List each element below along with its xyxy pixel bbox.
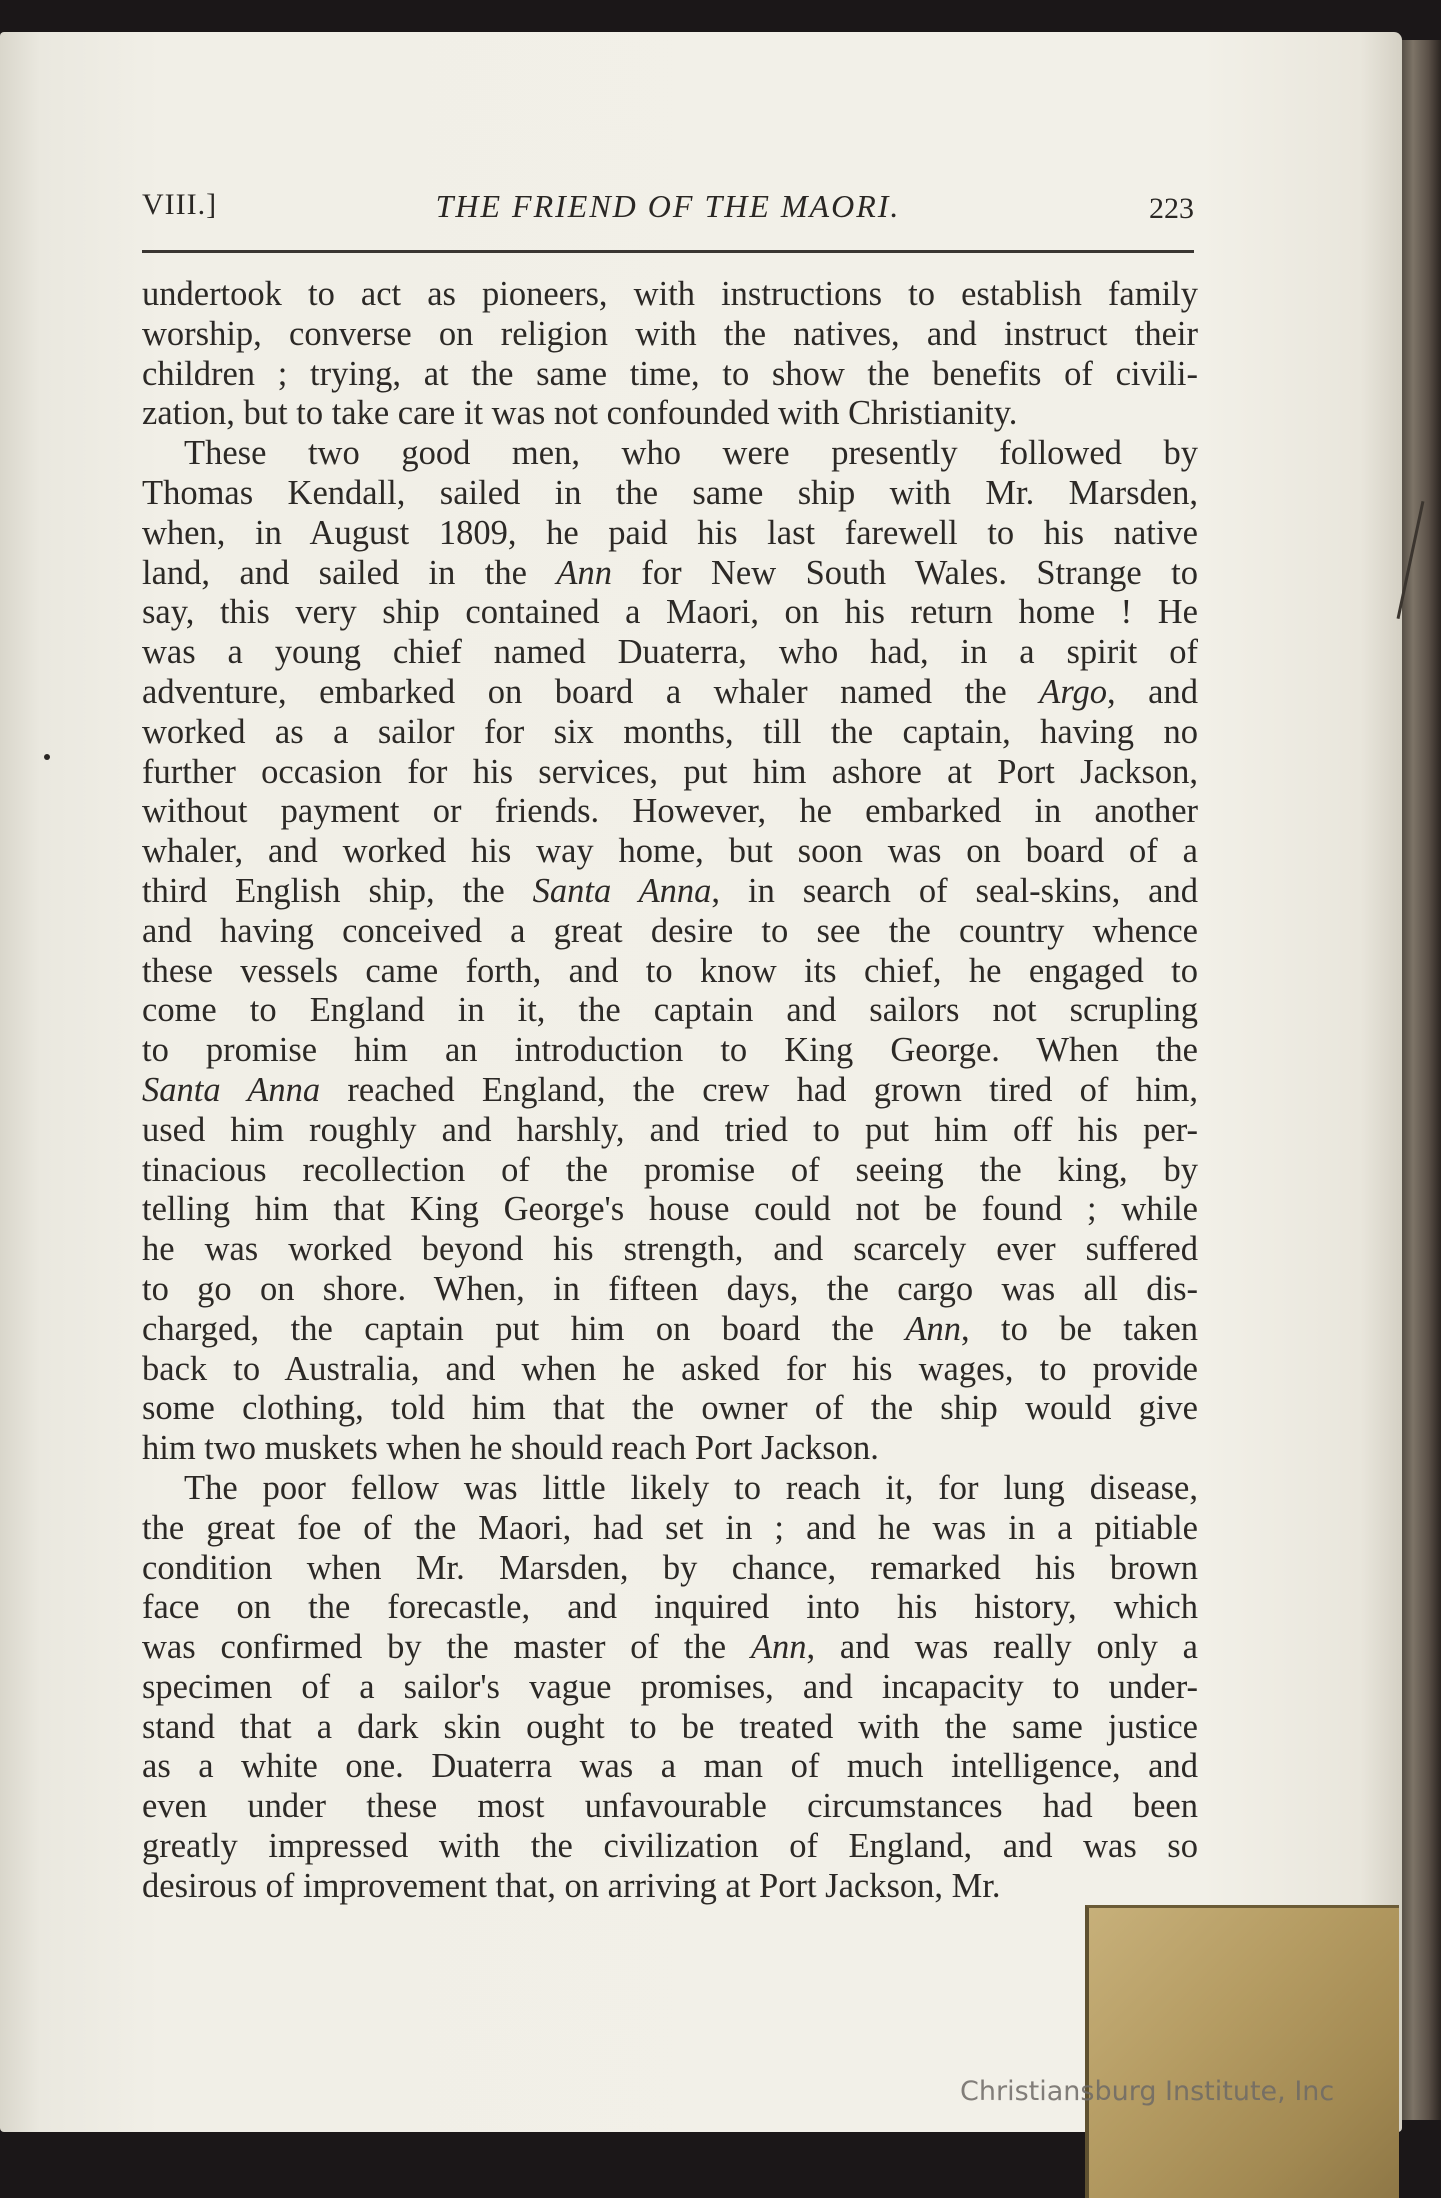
- margin-dot: [44, 754, 50, 760]
- text-line: adventure, embarked on board a whaler named the Argo, and: [142, 672, 1198, 711]
- text-line: without payment or friends. However, he embarked in another: [142, 792, 1198, 831]
- text-line: come to England in it, the captain and sailors not scrupling: [142, 991, 1198, 1030]
- text-line: zation, but to take care it was not confounded with Christianity.: [142, 394, 1018, 433]
- text-line: tinacious recollection of the promise of seeing the king, by: [142, 1150, 1198, 1189]
- bookmark-ribbon: [1085, 1905, 1399, 2198]
- text-line: Thomas Kendall, sailed in the same ship with Mr. Marsden,: [142, 473, 1198, 512]
- running-header: [142, 188, 1194, 238]
- text-line: condition when Mr. Marsden, by chance, remarked his brown: [142, 1548, 1198, 1587]
- text-line: say, this very ship contained a Maori, on his return home ! He: [142, 593, 1198, 632]
- text-line: children ; trying, at the same time, to show the benefits of civili-: [142, 354, 1198, 393]
- header-rule: [142, 250, 1194, 253]
- text-line: to promise him an introduction to King George. When the: [142, 1031, 1198, 1070]
- text-line: as a white one. Duaterra was a man of much intelligence, and: [142, 1747, 1198, 1786]
- text-line: stand that a dark skin ought to be treated with the same justice: [142, 1707, 1198, 1746]
- text-line: these vessels came forth, and to know its chief, he engaged to: [142, 951, 1198, 990]
- text-line: him two muskets when he should reach Port Jackson.: [142, 1429, 879, 1468]
- text-line: back to Australia, and when he asked for his wages, to provide: [142, 1349, 1198, 1388]
- text-line: The poor fellow was little likely to reach it, for lung disease,: [184, 1468, 1198, 1507]
- paragraph: [142, 275, 1198, 434]
- paragraph: [142, 434, 1198, 1469]
- chapter-number: VIII.]: [142, 188, 218, 221]
- page-number: 223: [1149, 192, 1194, 225]
- text-line: was confirmed by the master of the Ann, and was really only a: [142, 1628, 1198, 1667]
- text-line: Santa Anna reached England, the crew had grown tired of him,: [142, 1070, 1198, 1109]
- text-line: the great foe of the Maori, had set in ; and he was in a pitiable: [142, 1508, 1198, 1547]
- text-line: These two good men, who were presently followed by: [184, 434, 1198, 473]
- text-line: he was worked beyond his strength, and scarcely ever suffered: [142, 1230, 1198, 1269]
- text-line: land, and sailed in the Ann for New South Wales. Strange to: [142, 553, 1198, 592]
- text-line: worship, converse on religion with the natives, and instruct their: [142, 314, 1198, 353]
- paragraph: [142, 1469, 1198, 1907]
- text-line: and having conceived a great desire to see the country whence: [142, 911, 1198, 950]
- text-line: when, in August 1809, he paid his last farewell to his native: [142, 513, 1198, 552]
- text-line: telling him that King George's house could not be found ; while: [142, 1190, 1198, 1229]
- text-line: some clothing, told him that the owner of the ship would give: [142, 1389, 1198, 1428]
- text-line: undertook to act as pioneers, with instructions to establish family: [142, 275, 1198, 313]
- running-title: THE FRIEND OF THE MAORI.: [435, 188, 901, 224]
- body-text: [142, 275, 1198, 1907]
- text-line: greatly impressed with the civilization of England, and was so: [142, 1827, 1198, 1866]
- text-line: face on the forecastle, and inquired into his history, which: [142, 1588, 1198, 1627]
- text-line: used him roughly and harshly, and tried to put him off his per-: [142, 1110, 1198, 1149]
- text-line: charged, the captain put him on board the Ann, to be taken: [142, 1309, 1199, 1348]
- text-line: was a young chief named Duaterra, who had, in a spirit of: [142, 633, 1198, 672]
- text-line: worked as a sailor for six months, till the captain, having no: [142, 712, 1198, 751]
- watermark: Christiansburg Institute, Inc: [960, 2076, 1335, 2107]
- text-line: whaler, and worked his way home, but soon was on board of a: [142, 832, 1198, 871]
- text-line: third English ship, the Santa Anna, in search of seal-skins, and: [142, 871, 1198, 910]
- text-line: even under these most unfavourable circumstances had been: [142, 1787, 1198, 1826]
- text-line: desirous of improvement that, on arriving at Port Jackson, Mr.: [142, 1866, 1001, 1905]
- page-edge: [1398, 40, 1441, 2120]
- text-line: further occasion for his services, put him ashore at Port Jackson,: [142, 752, 1198, 791]
- text-line: to go on shore. When, in fifteen days, the cargo was all dis-: [142, 1269, 1198, 1308]
- text-line: specimen of a sailor's vague promises, and incapacity to under-: [142, 1667, 1198, 1706]
